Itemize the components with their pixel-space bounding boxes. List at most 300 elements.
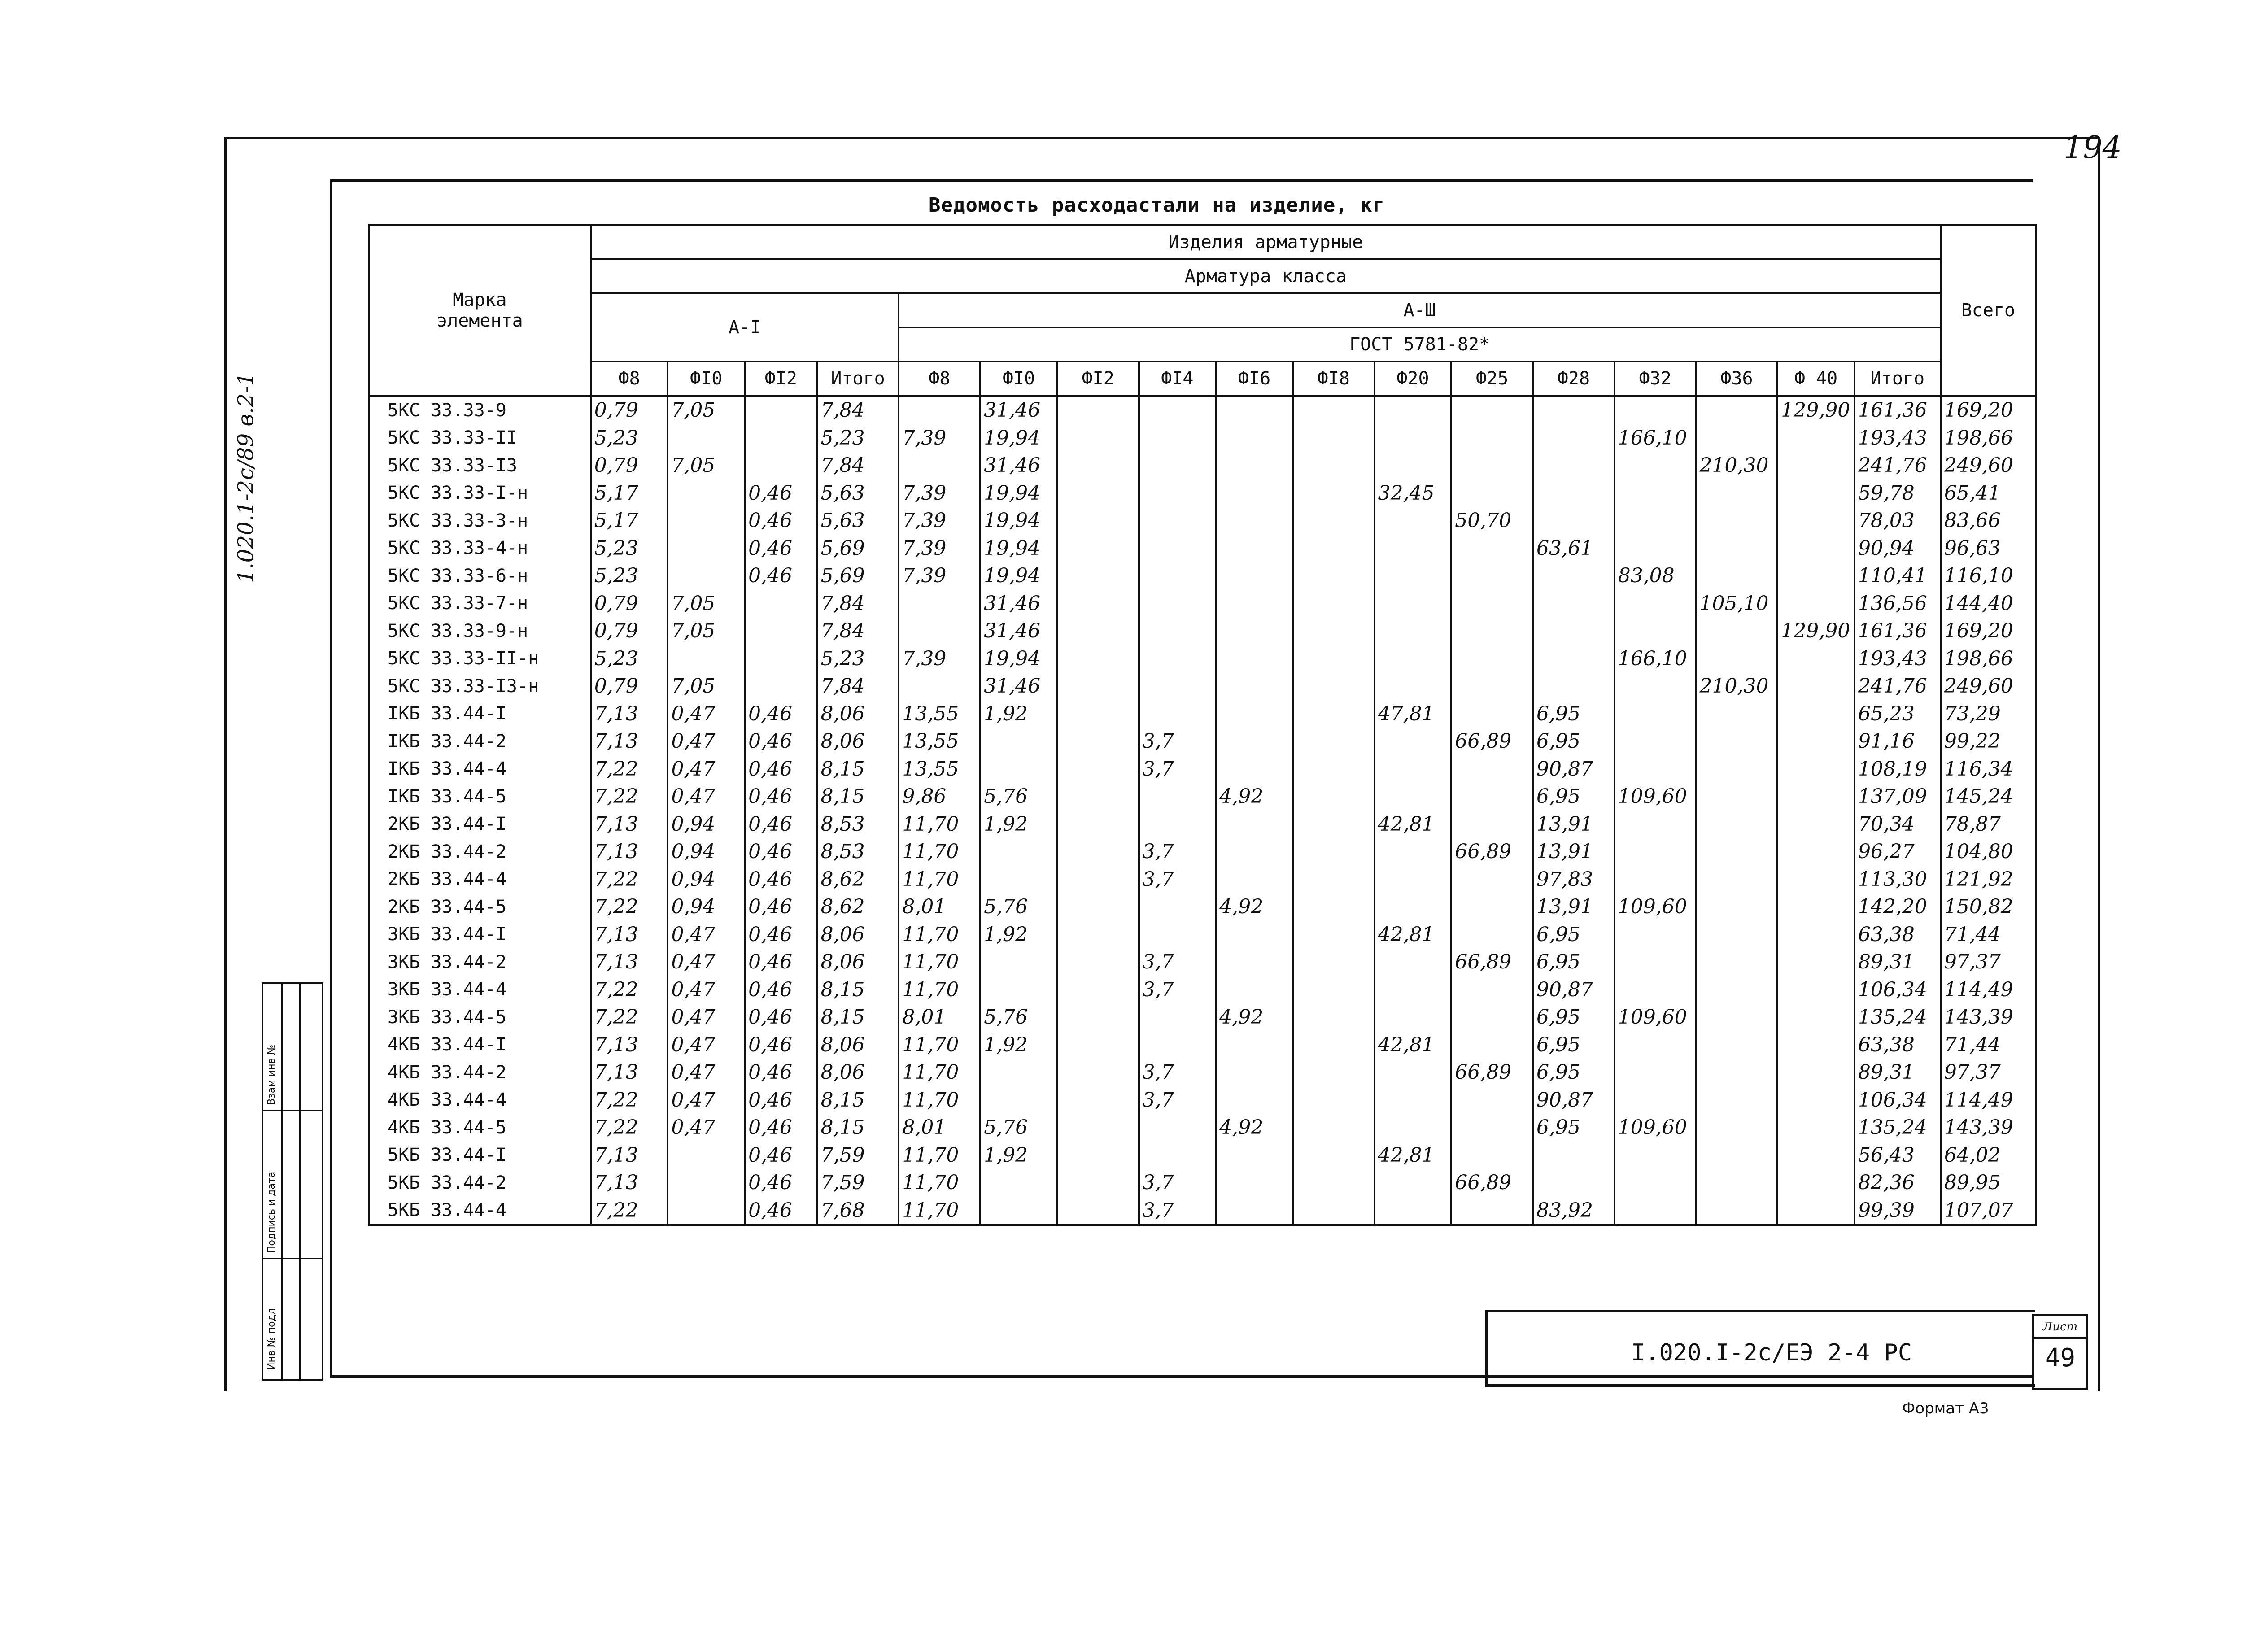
column-header: Ф25: [1451, 362, 1533, 396]
table-row: [369, 617, 2036, 645]
table-cell: [1139, 1031, 1216, 1059]
table-cell: 13,55: [899, 700, 980, 728]
table-cell: 7,13: [591, 948, 668, 976]
table-cell: [1375, 755, 1452, 783]
table-cell: 13,55: [899, 728, 980, 755]
table-cell: [1216, 1197, 1293, 1225]
table-cell: [1375, 562, 1452, 590]
table-cell: [1533, 396, 1615, 424]
table-cell: [1777, 1169, 1855, 1197]
table-cell: [1057, 921, 1139, 949]
table-cell: 82,36: [1855, 1169, 1941, 1197]
table-cell: 5,23: [591, 535, 668, 562]
table-cell: 150,82: [1941, 893, 2036, 921]
table-cell: [1777, 562, 1855, 590]
element-mark: 2КБ 33.44-5: [369, 893, 591, 921]
table-cell: [980, 838, 1057, 866]
table-cell: [1139, 507, 1216, 535]
table-cell: 0,79: [591, 672, 668, 700]
sheet-label: Лист: [2034, 1316, 2086, 1339]
table-cell: [745, 452, 817, 479]
table-cell: [1293, 1114, 1375, 1142]
table-cell: [1293, 507, 1375, 535]
table-cell: [1293, 452, 1375, 479]
column-header: Итого: [1855, 362, 1941, 396]
table-cell: 241,76: [1855, 672, 1941, 700]
table-cell: [1696, 976, 1778, 1004]
table-cell: 249,60: [1941, 452, 2036, 479]
table-cell: 7,22: [591, 1114, 668, 1142]
table-cell: 7,22: [591, 783, 668, 811]
table-cell: 7,22: [591, 1086, 668, 1114]
table-cell: [1057, 535, 1139, 562]
table-cell: [745, 672, 817, 700]
table-cell: 42,81: [1375, 811, 1452, 838]
table-cell: 42,81: [1375, 1031, 1452, 1059]
table-cell: 90,87: [1533, 755, 1615, 783]
table-cell: [1451, 893, 1533, 921]
table-cell: 129,90: [1777, 396, 1855, 424]
table-cell: [1451, 452, 1533, 479]
table-cell: 83,92: [1533, 1197, 1615, 1225]
element-mark: 5КБ 33.44-2: [369, 1169, 591, 1197]
table-cell: 13,91: [1533, 838, 1615, 866]
table-cell: 11,70: [899, 921, 980, 949]
table-cell: 193,43: [1855, 645, 1941, 673]
table-cell: [1777, 424, 1855, 452]
table-cell: 0,46: [745, 866, 817, 894]
element-mark: IКБ 33.44-2: [369, 728, 591, 755]
table-cell: [1533, 672, 1615, 700]
table-cell: 161,36: [1855, 617, 1941, 645]
table-cell: [1696, 783, 1778, 811]
table-cell: [980, 1059, 1057, 1086]
table-cell: [1216, 562, 1293, 590]
table-cell: [1216, 424, 1293, 452]
table-cell: [1696, 866, 1778, 894]
table-cell: [1375, 645, 1452, 673]
table-row: [369, 672, 2036, 700]
table-cell: 169,20: [1941, 396, 2036, 424]
table-cell: [1216, 617, 1293, 645]
element-mark: 5КС 33.33-6-н: [369, 562, 591, 590]
table-cell: [1777, 1059, 1855, 1086]
table-cell: [1615, 811, 1696, 838]
table-cell: [1615, 1197, 1696, 1225]
table-cell: 0,46: [745, 838, 817, 866]
table-cell: 8,15: [817, 755, 899, 783]
table-cell: 0,46: [745, 1059, 817, 1086]
table-cell: 0,46: [745, 700, 817, 728]
table-cell: [980, 948, 1057, 976]
table-cell: 210,30: [1696, 452, 1778, 479]
table-cell: [1533, 645, 1615, 673]
table-cell: [1139, 1003, 1216, 1031]
table-cell: 8,01: [899, 893, 980, 921]
table-cell: 161,36: [1855, 396, 1941, 424]
table-cell: 8,01: [899, 1114, 980, 1142]
table-cell: [1139, 424, 1216, 452]
table-cell: 142,20: [1855, 893, 1941, 921]
table-cell: [1216, 396, 1293, 424]
table-cell: [1696, 838, 1778, 866]
table-cell: [668, 1142, 745, 1169]
table-cell: [899, 672, 980, 700]
table-cell: 7,22: [591, 866, 668, 894]
table-cell: [1696, 755, 1778, 783]
table-cell: 5,23: [591, 562, 668, 590]
table-cell: 99,22: [1941, 728, 2036, 755]
table-row: [369, 1169, 2036, 1197]
table-cell: [1375, 838, 1452, 866]
sheet-number-top: 194: [2064, 130, 2122, 166]
table-cell: [1139, 893, 1216, 921]
table-cell: 56,43: [1855, 1142, 1941, 1169]
table-cell: [1216, 1169, 1293, 1197]
table-cell: 63,61: [1533, 535, 1615, 562]
table-cell: [1777, 1031, 1855, 1059]
table-cell: [1057, 1003, 1139, 1031]
table-cell: [1293, 645, 1375, 673]
table-cell: 91,16: [1855, 728, 1941, 755]
table-cell: 7,59: [817, 1142, 899, 1169]
table-row: [369, 921, 2036, 949]
table-row: [369, 755, 2036, 783]
table-cell: [1057, 1114, 1139, 1142]
table-cell: [1375, 976, 1452, 1004]
table-cell: 249,60: [1941, 672, 2036, 700]
table-cell: [1057, 590, 1139, 618]
table-cell: 4,92: [1216, 783, 1293, 811]
table-cell: [1533, 562, 1615, 590]
table-cell: [1777, 838, 1855, 866]
table-cell: [1139, 921, 1216, 949]
table-cell: [1293, 1169, 1375, 1197]
table-cell: [1777, 948, 1855, 976]
table-cell: [668, 562, 745, 590]
table-cell: [1057, 755, 1139, 783]
table-cell: 7,68: [817, 1197, 899, 1225]
table-cell: [1375, 1114, 1452, 1142]
table-cell: [1533, 452, 1615, 479]
table-cell: 5,23: [817, 424, 899, 452]
table-row: [369, 645, 2036, 673]
table-cell: [1533, 479, 1615, 507]
table-cell: 63,38: [1855, 1031, 1941, 1059]
table-cell: [1293, 424, 1375, 452]
table-cell: 198,66: [1941, 424, 2036, 452]
table-cell: [1375, 535, 1452, 562]
table-cell: [1451, 396, 1533, 424]
column-header: ФI4: [1139, 362, 1216, 396]
table-cell: [745, 424, 817, 452]
element-mark: 5КС 33.33-7-н: [369, 590, 591, 618]
table-cell: [745, 617, 817, 645]
table-cell: 11,70: [899, 1169, 980, 1197]
table-cell: 4,92: [1216, 1114, 1293, 1142]
table-cell: [1777, 507, 1855, 535]
element-mark: 5КС 33.33-II-н: [369, 645, 591, 673]
table-cell: 31,46: [980, 590, 1057, 618]
table-cell: [1375, 396, 1452, 424]
table-cell: 13,55: [899, 755, 980, 783]
header-class-a3: А-Ш: [899, 293, 1940, 327]
table-cell: 66,89: [1451, 728, 1533, 755]
table-cell: 9,86: [899, 783, 980, 811]
table-cell: [1451, 811, 1533, 838]
table-cell: 8,06: [817, 700, 899, 728]
table-cell: 7,22: [591, 755, 668, 783]
element-mark: 4КБ 33.44-I: [369, 1031, 591, 1059]
table-cell: 4,92: [1216, 893, 1293, 921]
table-cell: [1777, 479, 1855, 507]
column-header: Итого: [817, 362, 899, 396]
table-row: [369, 1114, 2036, 1142]
table-cell: [1139, 811, 1216, 838]
table-cell: 7,22: [591, 976, 668, 1004]
table-cell: [1615, 700, 1696, 728]
table-cell: 6,95: [1533, 728, 1615, 755]
table-cell: 107,07: [1941, 1197, 2036, 1225]
table-cell: 113,30: [1855, 866, 1941, 894]
table-cell: 5,17: [591, 479, 668, 507]
table-cell: 7,84: [817, 396, 899, 424]
table-cell: [1057, 1086, 1139, 1114]
table-cell: [1451, 1114, 1533, 1142]
table-cell: 19,94: [980, 535, 1057, 562]
steel-consumption-table: [368, 224, 2037, 1226]
table-cell: [1696, 728, 1778, 755]
table-cell: [1615, 590, 1696, 618]
table-cell: [1293, 1142, 1375, 1169]
table-cell: [1451, 1003, 1533, 1031]
table-row: [369, 1197, 2036, 1225]
table-row: [369, 948, 2036, 976]
table-cell: [1216, 535, 1293, 562]
table-cell: [1057, 1059, 1139, 1086]
table-row: [369, 1003, 2036, 1031]
table-cell: [1057, 838, 1139, 866]
table-cell: 7,59: [817, 1169, 899, 1197]
table-row: [369, 424, 2036, 452]
table-cell: 7,39: [899, 535, 980, 562]
table-cell: [1139, 562, 1216, 590]
table-cell: 19,94: [980, 645, 1057, 673]
table-cell: [1216, 1086, 1293, 1114]
table-cell: 13,91: [1533, 811, 1615, 838]
table-cell: 0,47: [668, 1031, 745, 1059]
table-cell: 106,34: [1855, 1086, 1941, 1114]
table-cell: [1615, 479, 1696, 507]
table-cell: [1293, 838, 1375, 866]
table-cell: 8,53: [817, 838, 899, 866]
element-mark: 5КС 33.33-I3-н: [369, 672, 591, 700]
table-cell: [1615, 921, 1696, 949]
table-cell: 70,34: [1855, 811, 1941, 838]
table-cell: 83,66: [1941, 507, 2036, 535]
table-cell: [1216, 755, 1293, 783]
title-block: [1485, 1310, 2035, 1387]
table-cell: [1696, 396, 1778, 424]
table-cell: 78,87: [1941, 811, 2036, 838]
document-code: I.020.I-2с/ЕЭ 2-4 РС: [1631, 1339, 1912, 1366]
table-cell: [1451, 976, 1533, 1004]
table-cell: 99,39: [1855, 1197, 1941, 1225]
table-cell: 5,17: [591, 507, 668, 535]
table-cell: 0,79: [591, 396, 668, 424]
table-cell: 8,06: [817, 1059, 899, 1086]
table-cell: [1375, 893, 1452, 921]
table-cell: 0,46: [745, 1086, 817, 1114]
table-cell: [1293, 866, 1375, 894]
table-cell: [1696, 1169, 1778, 1197]
table-row: [369, 838, 2036, 866]
column-header: Ф8: [899, 362, 980, 396]
table-cell: 89,31: [1855, 948, 1941, 976]
element-mark: 3КБ 33.44-5: [369, 1003, 591, 1031]
table-cell: [1293, 672, 1375, 700]
table-cell: [1057, 617, 1139, 645]
element-mark: 5КС 33.33-I3: [369, 452, 591, 479]
table-cell: 7,13: [591, 1169, 668, 1197]
table-cell: 121,92: [1941, 866, 2036, 894]
table-cell: 137,09: [1855, 783, 1941, 811]
table-cell: [1696, 617, 1778, 645]
table-cell: [1375, 424, 1452, 452]
table-cell: 31,46: [980, 452, 1057, 479]
table-cell: [1533, 617, 1615, 645]
table-cell: [1057, 893, 1139, 921]
table-cell: 0,46: [745, 1114, 817, 1142]
table-cell: 97,37: [1941, 1059, 2036, 1086]
table-cell: [1451, 562, 1533, 590]
table-cell: [1293, 562, 1375, 590]
table-cell: [1696, 1142, 1778, 1169]
column-header: ФI0: [980, 362, 1057, 396]
table-cell: 210,30: [1696, 672, 1778, 700]
table-cell: 47,81: [1375, 700, 1452, 728]
table-cell: 0,79: [591, 590, 668, 618]
table-cell: [1696, 1086, 1778, 1114]
table-cell: 90,87: [1533, 1086, 1615, 1114]
table-cell: 11,70: [899, 866, 980, 894]
table-cell: 3,7: [1139, 866, 1216, 894]
table-row: [369, 728, 2036, 755]
table-cell: [745, 645, 817, 673]
table-cell: 4,92: [1216, 1003, 1293, 1031]
table-cell: [1451, 1142, 1533, 1169]
table-cell: [1375, 590, 1452, 618]
table-cell: [1216, 948, 1293, 976]
table-cell: [1293, 728, 1375, 755]
table-cell: 31,46: [980, 396, 1057, 424]
table-cell: [980, 866, 1057, 894]
table-cell: [1777, 1086, 1855, 1114]
table-cell: [1615, 755, 1696, 783]
table-cell: [1375, 1169, 1452, 1197]
table-cell: 1,92: [980, 1031, 1057, 1059]
element-mark: 2КБ 33.44-2: [369, 838, 591, 866]
table-cell: [1293, 1059, 1375, 1086]
table-cell: [1139, 617, 1216, 645]
table-cell: 109,60: [1615, 893, 1696, 921]
table-cell: 7,05: [668, 590, 745, 618]
table-cell: [1777, 728, 1855, 755]
table-cell: [1057, 811, 1139, 838]
table-cell: 8,15: [817, 1114, 899, 1142]
table-cell: 11,70: [899, 948, 980, 976]
table-cell: [1615, 396, 1696, 424]
table-cell: [1696, 700, 1778, 728]
table-cell: 8,15: [817, 1003, 899, 1031]
table-cell: 3,7: [1139, 1169, 1216, 1197]
table-cell: [1615, 672, 1696, 700]
table-cell: 7,05: [668, 617, 745, 645]
table-cell: [1139, 452, 1216, 479]
table-cell: [668, 479, 745, 507]
element-mark: 5КБ 33.44-I: [369, 1142, 591, 1169]
table-cell: [745, 590, 817, 618]
table-cell: 0,94: [668, 893, 745, 921]
table-cell: 11,70: [899, 1086, 980, 1114]
table-cell: 19,94: [980, 424, 1057, 452]
table-cell: 7,84: [817, 452, 899, 479]
table-cell: 3,7: [1139, 755, 1216, 783]
table-cell: 143,39: [1941, 1114, 2036, 1142]
table-cell: 106,34: [1855, 976, 1941, 1004]
table-cell: [1696, 893, 1778, 921]
table-cell: [1375, 672, 1452, 700]
stamp-label-inv: Инв № подл: [266, 1308, 277, 1370]
table-cell: [1451, 1031, 1533, 1059]
table-cell: 8,62: [817, 893, 899, 921]
table-cell: [1057, 1031, 1139, 1059]
table-cell: 6,95: [1533, 700, 1615, 728]
table-cell: 83,08: [1615, 562, 1696, 590]
table-cell: 144,40: [1941, 590, 2036, 618]
table-cell: 96,27: [1855, 838, 1941, 866]
table-cell: [899, 590, 980, 618]
table-cell: 166,10: [1615, 424, 1696, 452]
table-cell: 5,76: [980, 1114, 1057, 1142]
table-cell: [1533, 424, 1615, 452]
table-cell: 7,84: [817, 617, 899, 645]
table-cell: 6,95: [1533, 1031, 1615, 1059]
table-cell: [1533, 590, 1615, 618]
table-cell: [980, 1197, 1057, 1225]
table-cell: [1216, 590, 1293, 618]
table-cell: 166,10: [1615, 645, 1696, 673]
table-cell: 0,47: [668, 1114, 745, 1142]
table-cell: 0,46: [745, 783, 817, 811]
table-cell: [1615, 838, 1696, 866]
table-cell: 64,02: [1941, 1142, 2036, 1169]
table-cell: [1777, 976, 1855, 1004]
table-cell: 19,94: [980, 479, 1057, 507]
table-cell: 0,46: [745, 562, 817, 590]
table-cell: [1293, 590, 1375, 618]
table-cell: [1451, 672, 1533, 700]
header-total: Всего: [1941, 225, 2036, 396]
table-cell: 0,46: [745, 479, 817, 507]
table-cell: 90,94: [1855, 535, 1941, 562]
column-header: Ф8: [591, 362, 668, 396]
table-cell: 0,79: [591, 452, 668, 479]
table-cell: [1615, 976, 1696, 1004]
table-cell: 1,92: [980, 921, 1057, 949]
table-cell: [1216, 1142, 1293, 1169]
stamp-label-signature: Подпись и дата: [266, 1171, 277, 1253]
